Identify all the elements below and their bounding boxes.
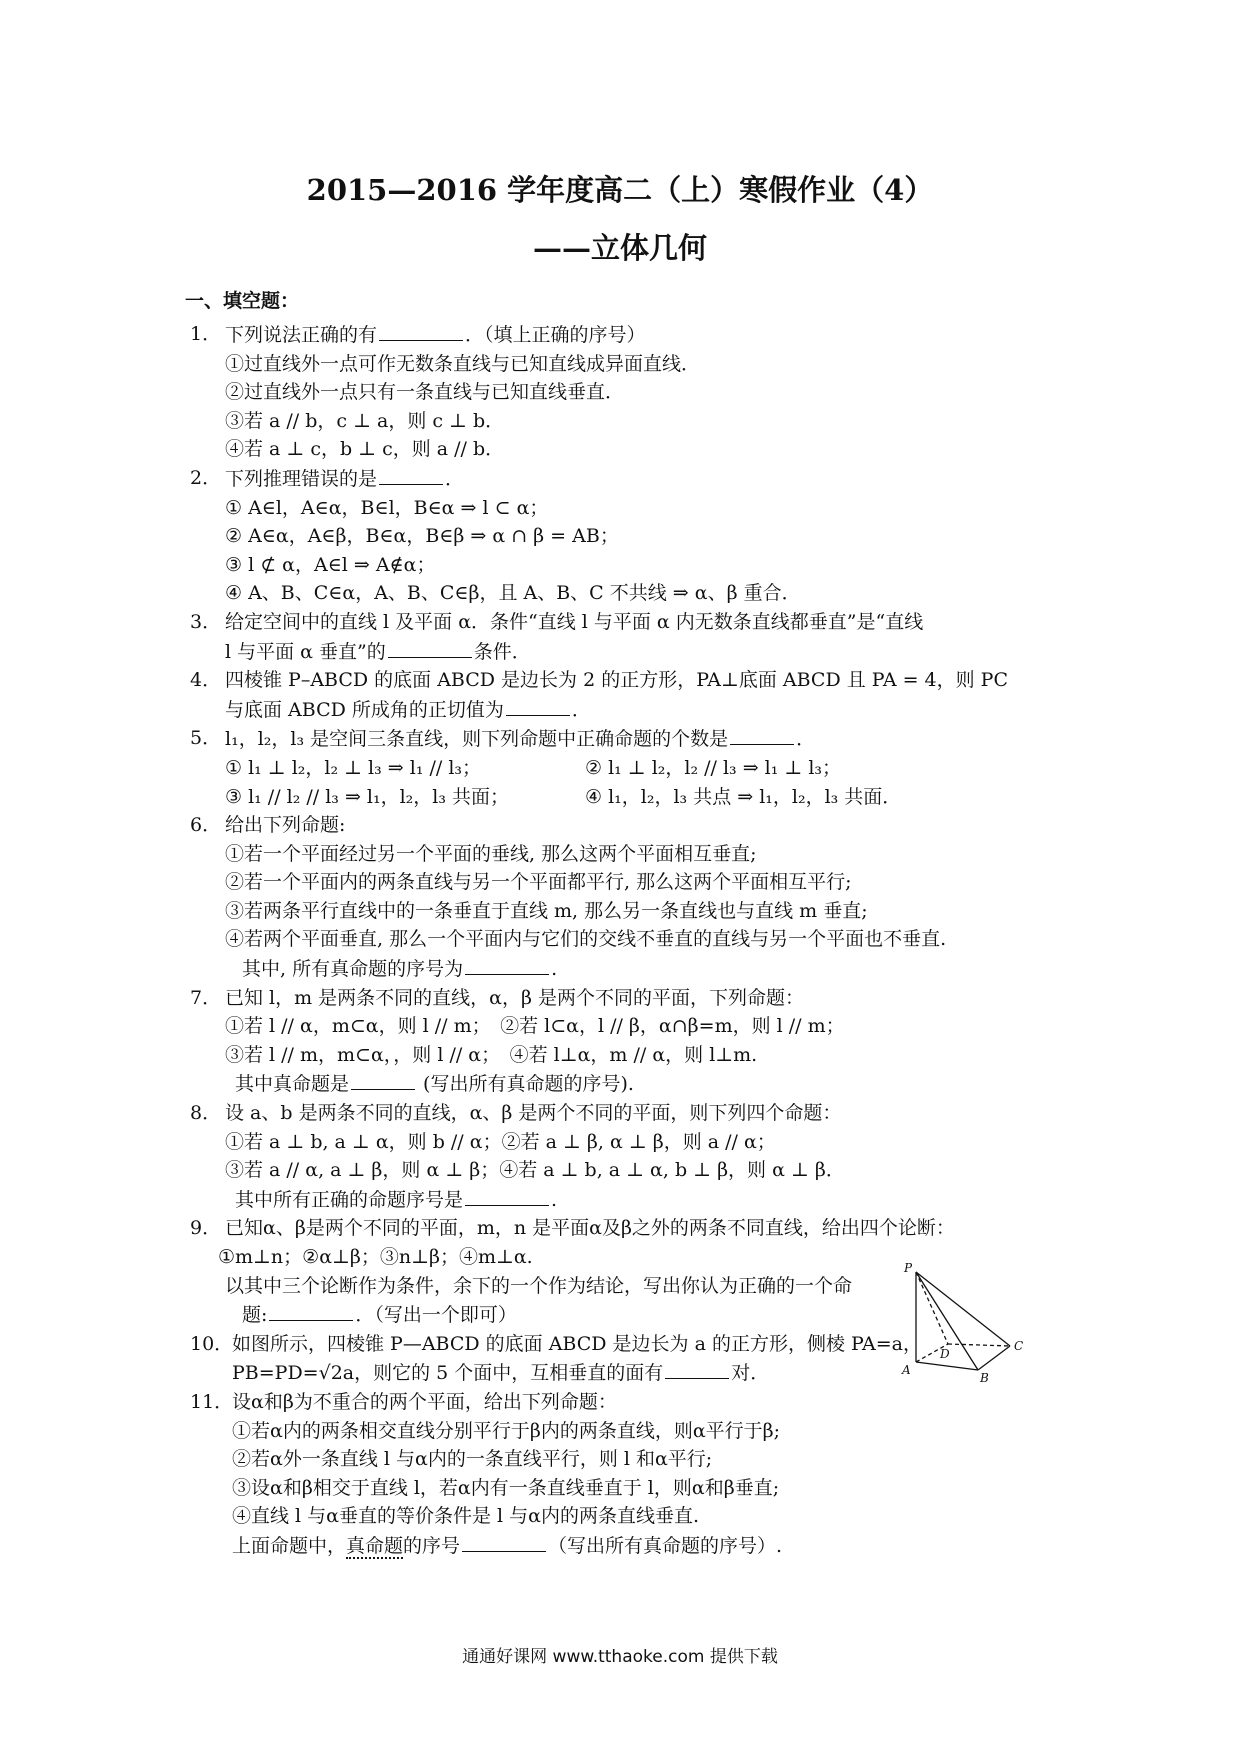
option: ④若两个平面垂直, 那么一个平面内与它们的交线不垂直的直线与另一个平面也不垂直. — [225, 928, 947, 951]
question-stem: 设 a、b 是两条不同的直线，α、β 是两个不同的平面，则下列四个命题： — [225, 1102, 842, 1125]
question-number: 2． — [190, 466, 222, 489]
question-stem-continued: PB=PD=√2a，则它的 5 个面中，互相垂直的面有 对． — [232, 1358, 1070, 1388]
option: ②若α外一条直线 l 与α内的一条直线平行，则 l 和α平行; — [232, 1448, 713, 1471]
question-instruction: 以其中三个论断作为条件，余下的一个作为结论，写出你认为正确的一个命 — [225, 1274, 853, 1297]
option: ①若一个平面经过另一个平面的垂线, 那么这两个平面相互垂直; — [225, 842, 757, 865]
section-heading: 一、填空题： — [185, 290, 300, 312]
question-3 — [190, 608, 1070, 666]
question-11 — [190, 1388, 1070, 1561]
edge-AB — [916, 1362, 978, 1370]
question-prompt: 上面命题中，真命题的序号 （写出所有真命题的序号）. — [232, 1531, 952, 1561]
question-stem-continued: 与底面 ABCD 所成角的正切值为 ． — [225, 695, 1070, 725]
answer-blank[interactable] — [665, 1358, 729, 1379]
answer-blank[interactable] — [465, 954, 549, 975]
answer-blank[interactable] — [506, 695, 570, 716]
option-row: ③若 a // α, a ⊥ β，则 α ⊥ β；④若 a ⊥ b, a ⊥ α, b ⊥ β，则 α ⊥ β． — [225, 1159, 845, 1182]
question-stem: 给出下列命题: — [225, 814, 346, 837]
vertex-label-A: A — [902, 1363, 911, 1377]
question-stem: 已知α、β是两个不同的平面，m，n 是平面α及β之外的两条不同直线，给出四个论断： — [225, 1217, 955, 1240]
question-number: 5． — [190, 727, 222, 750]
question-number: 9． — [190, 1217, 222, 1240]
option: ④ A、B、C∈α，A、B、C∈β，且 A、B、C 不共线 ⇒ α、β 重合． — [225, 582, 801, 605]
question-prompt: 其中所有正确的命题序号是 . — [235, 1185, 1070, 1215]
question-stem: l₁，l₂，l₃ 是空间三条直线，则下列命题中正确命题的个数是 ． — [225, 724, 1070, 754]
answer-blank[interactable] — [730, 724, 794, 745]
question-stem: 如图所示，四棱锥 P—ABCD 的底面 ABCD 是边长为 a 的正方形，侧棱 PA=a， — [232, 1332, 923, 1355]
question-stem: 设α和β为不重合的两个平面，给出下列命题： — [232, 1390, 617, 1413]
question-6 — [190, 811, 1070, 984]
vertex-label-C: C — [1014, 1339, 1024, 1353]
edge-DC — [948, 1344, 1010, 1346]
answer-blank[interactable] — [379, 464, 443, 485]
option: ③ l ⊄ α，A∈l ⇒ A∉α； — [225, 553, 436, 576]
question-number: 10． — [190, 1332, 234, 1355]
answer-blank[interactable] — [269, 1300, 353, 1321]
question-number: 3． — [190, 610, 222, 633]
question-number: 7． — [190, 986, 222, 1009]
question-5 — [190, 724, 1070, 811]
edge-PC — [916, 1272, 1010, 1346]
statement-list: ①m⊥n；②α⊥β；③n⊥β；④m⊥α. — [218, 1246, 533, 1268]
option: ③若 a // b，c ⊥ a，则 c ⊥ b． — [225, 409, 505, 432]
question-stem: 四棱锥 P–ABCD 的底面 ABCD 是边长为 2 的正方形，PA⊥底面 ABCD 且 PA = 4，则 PC — [225, 669, 1008, 692]
option: ④直线 l 与α垂直的等价条件是 l 与α内的两条直线垂直. — [232, 1505, 700, 1528]
option: ① A∈l，A∈α，B∈l，B∈α ⇒ l ⊂ α； — [225, 496, 549, 519]
option: ②若一个平面内的两条直线与另一个平面都平行, 那么这两个平面相互平行; — [225, 871, 852, 894]
option: ④ l₁，l₂，l₃ 共点 ⇒ l₁，l₂，l₃ 共面． — [585, 785, 902, 808]
option-row — [225, 783, 1070, 812]
option: ②过直线外一点只有一条直线与已知直线垂直． — [225, 381, 625, 404]
question-stem-continued: l 与平面 α 垂直”的 条件． — [225, 637, 1070, 667]
option: ② A∈α，A∈β，B∈α，B∈β ⇒ α ∩ β = AB； — [225, 525, 619, 548]
question-7 — [190, 984, 1070, 1099]
option-row: ③若 l // m，m⊂α，，则 l // α； ④若 l⊥α，m // α，则 l⊥m. — [225, 1043, 758, 1066]
question-number: 6． — [190, 814, 222, 837]
question-2 — [190, 464, 1070, 608]
option: ③若两条平行直线中的一条垂直于直线 m, 那么另一条直线也与直线 m 垂直; — [225, 899, 868, 922]
pyramid-figure — [900, 1262, 1040, 1382]
vertex-label-B: B — [980, 1371, 989, 1382]
question-prompt: 题: ．（写出一个即可） — [242, 1300, 1070, 1330]
answer-blank[interactable] — [351, 1069, 415, 1090]
emphasized-text: 真命题 — [346, 1534, 404, 1557]
page-title: 2015—2016 学年度高二（上）寒假作业（4） — [306, 173, 934, 207]
vertex-label-P: P — [904, 1262, 913, 1275]
question-stem: 下列说法正确的有 ．（填上正确的序号） — [225, 320, 1070, 350]
answer-blank[interactable] — [462, 1531, 546, 1552]
edge-BC — [978, 1346, 1010, 1370]
edge-PD — [916, 1272, 948, 1344]
option-row — [225, 754, 1070, 783]
answer-blank[interactable] — [379, 320, 463, 341]
option: ①过直线外一点可作无数条直线与已知直线成异面直线． — [225, 352, 701, 375]
option: ③ l₁ // l₂ // l₃ ⇒ l₁，l₂，l₃ 共面； — [225, 785, 510, 808]
question-number: 8． — [190, 1102, 222, 1125]
answer-blank[interactable] — [388, 637, 472, 658]
question-1 — [190, 320, 1070, 464]
question-number: 1． — [190, 323, 222, 345]
option: ①若α内的两条相交直线分别平行于β内的两条直线，则α平行于β; — [232, 1419, 781, 1442]
question-4 — [190, 666, 1070, 724]
page-footer: 通通好课网 www.tthaoke.com 提供下载 — [462, 1647, 778, 1667]
option: ④若 a ⊥ c，b ⊥ c，则 a // b． — [225, 438, 505, 461]
question-stem: 已知 l，m 是两条不同的直线，α，β 是两个不同的平面，下列命题： — [225, 986, 805, 1009]
answer-blank[interactable] — [465, 1185, 549, 1206]
page-subtitle: ——立体几何 — [532, 231, 707, 265]
option-row: ①若 l // α，m⊂α，则 l // m； ②若 l⊂α，l // β，α∩β=m，则 l // m； — [225, 1015, 845, 1038]
vertex-label-D: D — [940, 1347, 950, 1361]
question-number: 11． — [190, 1390, 234, 1413]
question-8 — [190, 1099, 1070, 1214]
option: ① l₁ ⊥ l₂，l₂ ⊥ l₃ ⇒ l₁ // l₃； — [225, 756, 482, 779]
option-row: ①若 a ⊥ b, a ⊥ α，则 b // α；②若 a ⊥ β, α ⊥ β，则 a // α； — [225, 1130, 776, 1153]
question-prompt: 其中, 所有真命题的序号为 . — [242, 954, 1070, 984]
question-stem: 给定空间中的直线 l 及平面 α．条件“直线 l 与平面 α 内无数条直线都垂直”是“直线 — [225, 610, 924, 633]
question-stem: 下列推理错误的是 ． — [225, 464, 1070, 494]
question-prompt: 其中真命题是 (写出所有真命题的序号). — [235, 1069, 1070, 1099]
option: ② l₁ ⊥ l₂，l₂ // l₃ ⇒ l₁ ⊥ l₃； — [585, 756, 842, 779]
question-number: 4． — [190, 669, 222, 692]
option: ③设α和β相交于直线 l，若α内有一条直线垂直于 l，则α和β垂直; — [232, 1476, 780, 1499]
